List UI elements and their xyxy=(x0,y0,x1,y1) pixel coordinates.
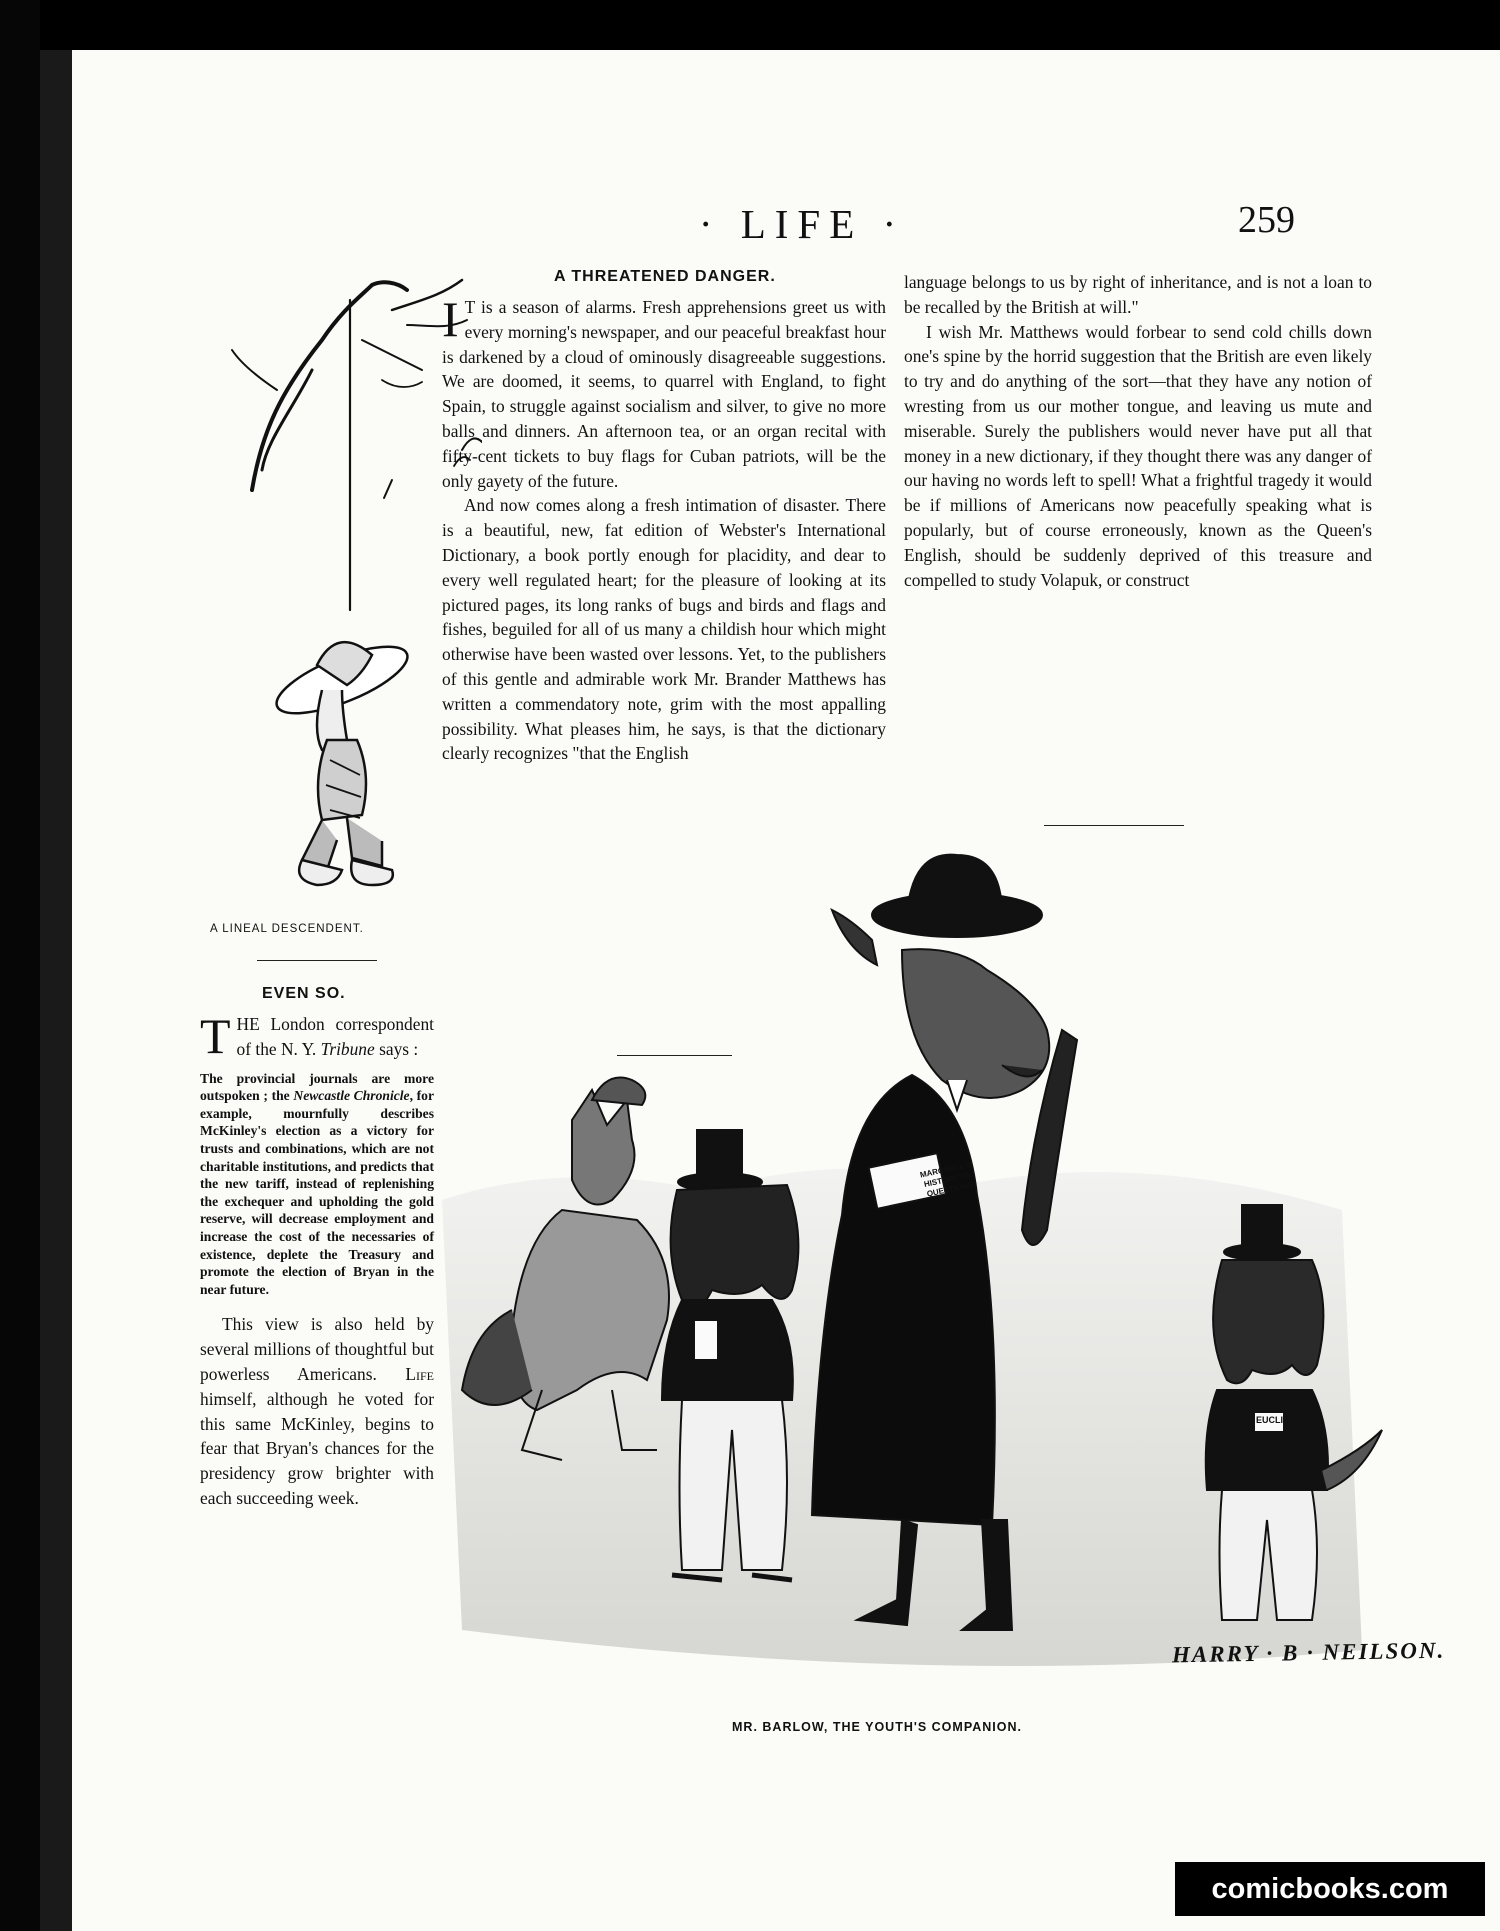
main-column-2 xyxy=(904,270,1372,592)
side-divider-rule xyxy=(257,960,377,961)
scan-page-edge xyxy=(40,50,72,1931)
even-so-quote xyxy=(200,1070,434,1299)
artist-signature: HARRY · B · NEILSON. xyxy=(1171,1637,1446,1668)
main-para-1-text: T is a season of alarms. Fresh apprehensions greet us with every morning's newspaper, and our peaceful breakfast hour is darkened by a cloud of ominously disagreeable suggestions. We are doomed, it seems, to quarrel with England, to fight Spain, to struggle against socialism and silver, to give no more balls and dinners. An afternoon tea, or an organ recital with fifty-cent tickets to buy flags for Cuban patriots, will be the only gayety of the future. xyxy=(442,297,886,491)
col2-para-1: language belongs to us by right of inheritance, and is not a loan to be recalled by the British at will." xyxy=(904,272,1372,317)
main-para-1 xyxy=(442,291,886,493)
even-so-column xyxy=(200,1008,435,1511)
main-column-1 xyxy=(442,291,886,766)
masthead-title: · LIFE · xyxy=(698,201,906,247)
even-so-intro xyxy=(200,1008,434,1064)
even-so-intro-b: says : xyxy=(374,1038,419,1059)
col2-end-rule xyxy=(1044,825,1184,826)
book-label: MARCHALL'S HISTORICAL QUESTIONS xyxy=(919,1159,974,1199)
even-so-dropcap: T xyxy=(200,1008,231,1064)
mr-barlow-caption: MR. BARLOW, THE YOUTH'S COMPANION. xyxy=(732,1720,1022,1734)
even-so-intro-a: HE London correspondent of the N. Y. xyxy=(236,1014,434,1059)
mr-barlow-illustration xyxy=(442,830,1412,1710)
even-so-closing-b: himself, although he voted for this same McKinley, begins to fear that Bryan's chances for the presidency grow brighter with each succeeding week. xyxy=(200,1388,434,1508)
card-label-right: EUCLID xyxy=(1256,1415,1290,1425)
tribune-title: Tribune xyxy=(320,1038,375,1059)
lineal-descendent-caption: A LINEAL DESCENDENT. xyxy=(210,923,364,935)
newcastle-chronicle-title: Newcastle Chronicle xyxy=(293,1088,410,1104)
col2-para-2: I wish Mr. Matthews would forbear to send cold chills down one's spine by the horrid suggestion that the British are even likely to try and do anything of the sort—that they have any notion of wresting from us our mother tongue, and leaving us mute and miserable. Surely the publishers would never have put all that money in a new dictionary, if they thought there was any danger of our having no words left to spell! What a frightful tragedy it would be if millions of Americans now peacefully speaking what is popularly, but of course erroneously, known as the Queen's English, should be suddenly deprived of this treasure and compelled to study Volapuk, or construct xyxy=(904,321,1372,590)
even-so-quote-b: , for example, mournfully describes McKinley's election as a victory for trusts and combinations, which are not charitable institutions, and predicts that the new tariff, instead of replenishing the exchequer and upholding the gold reserve, will decrease employment and increase the cost of the necessaries of existence, deplete the Treasury and promote the election of Bryan in the near future. xyxy=(200,1088,435,1297)
scan-border-strip xyxy=(0,0,40,1931)
main-para-2: And now comes along a fresh intimation of disaster. There is a beautiful, new, fat edition of Webster's International Dictionary, a book portly enough for placidity, and dear to every well regulated heart; for the pleasure of looking at its pictured pages, its long ranks of bugs and birds and flags and fishes, beguiled for all of us many a childish hour which might otherwise have been wasted over lessons. Yet, to the publishers of this gentle and admirable work Mr. Brander Matthews has written a commendatory note, grim with the most appalling possibility. What pleases him, he says, is that the dictionary clearly recognizes "that the English xyxy=(442,495,886,764)
even-so-closing xyxy=(200,1312,434,1510)
threatened-danger-heading: A THREATENED DANGER. xyxy=(554,268,776,285)
site-watermark: comicbooks.com xyxy=(1175,1862,1485,1916)
main-dropcap: I xyxy=(442,291,459,347)
even-so-quote-a: The provincial journals are more outspoken ; the xyxy=(200,1070,434,1104)
magazine-page xyxy=(72,50,1500,1931)
even-so-heading: EVEN SO. xyxy=(262,985,346,1002)
life-smallcaps: Life xyxy=(405,1363,434,1384)
even-so-closing-a: This view is also held by several millions of thoughtful but powerless Americans. xyxy=(200,1314,434,1384)
card-label-left: LATIN xyxy=(764,1335,787,1344)
page-number: 259 xyxy=(1238,199,1295,241)
